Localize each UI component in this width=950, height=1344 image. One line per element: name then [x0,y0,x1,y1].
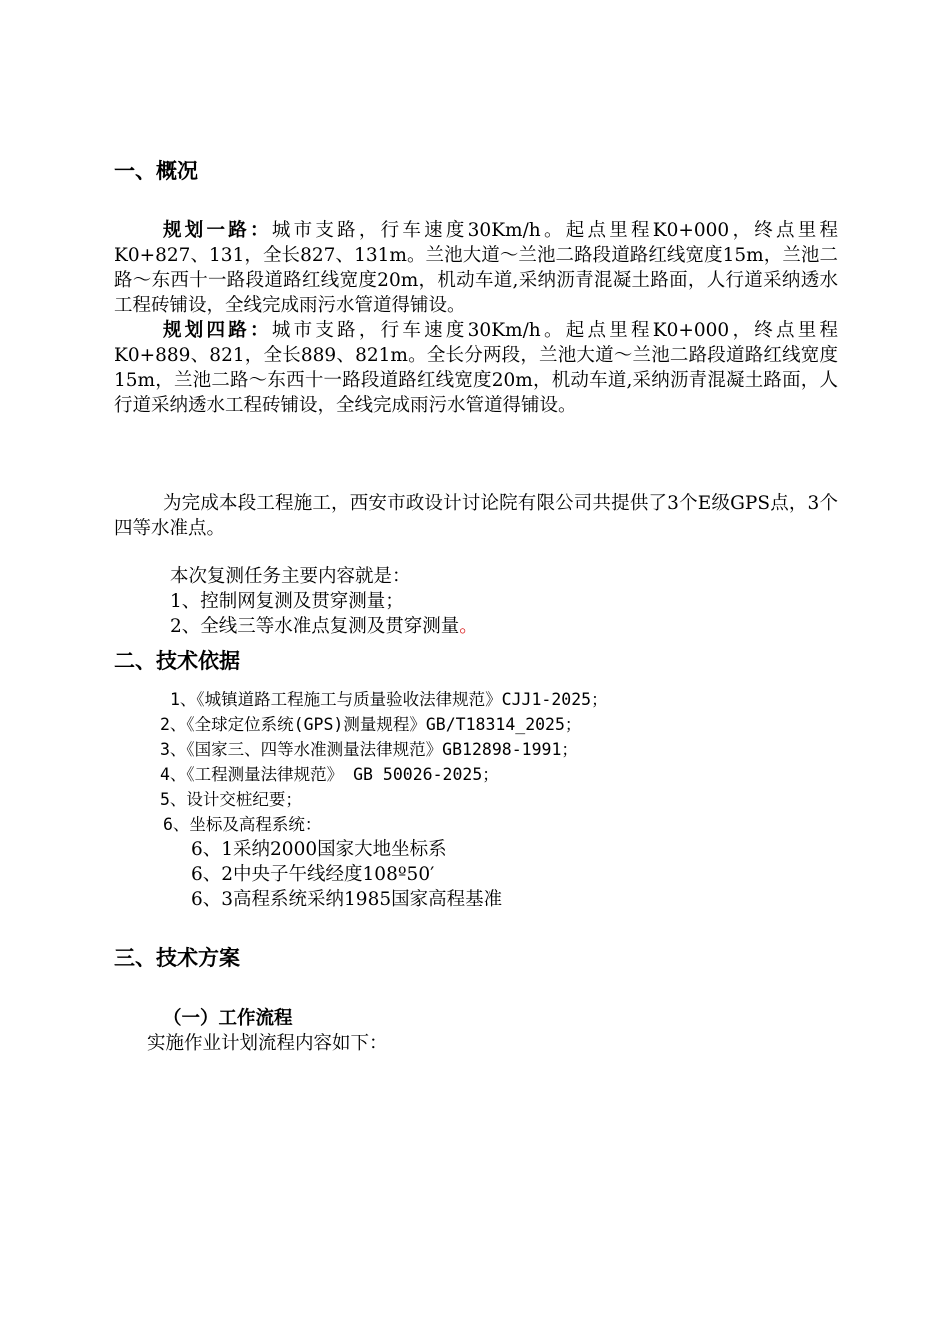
subheading-workflow: （一）工作流程 [163,1008,293,1029]
reference-item-1: 1、《城镇道路工程施工与质量验收法律规范》CJJ1-2025； [170,690,608,709]
reference-item-6: 6、坐标及高程系统： [163,815,322,834]
reference-item-3: 3、《国家三、四等水准测量法律规范》GB12898-1991； [160,740,578,759]
overview-paragraphs [114,218,838,418]
coordinate-subitem-3: 6、3高程系统采纳1985国家高程基准 [191,889,503,910]
reference-item-5: 5、设计交桩纪要； [160,790,302,809]
section-heading-technical-basis: 二、技术依据 [114,649,240,673]
section-heading-technical-plan: 三、技术方案 [114,946,240,970]
paragraph-road-4 [114,318,838,418]
task-item-2-end: 。 [459,616,478,637]
gps-paragraph [114,491,838,541]
task-item-1: 1、控制网复测及贯穿测量； [170,591,404,612]
paragraph-road-1 [114,218,838,318]
task-item-2-text: 2、全线三等水准点复测及贯穿测量 [170,616,460,637]
reference-item-2: 2、《全球定位系统(GPS)测量规程》GB/T18314_2025； [160,715,582,734]
coordinate-subitem-2: 6、2中央子午线经度108º50′ [191,864,435,885]
coordinate-subitem-1: 6、1采纳2000国家大地坐标系 [191,839,447,860]
task-item-2 [170,614,478,639]
road-1-text: 城市支路，行车速度30Km/h。起点里程K0+000，终点里程K0+827、131，全长827、131m。兰池大道～兰池二路段道路红线宽度15m，兰池二路～东西十一路段道路红线宽度20m，机动车道,采纳沥青混凝土路面，人行道采纳透水工程砖铺设，全线完成雨污水管道得铺设。 [114,220,838,316]
road-4-text: 城市支路，行车速度30Km/h。起点里程K0+000，终点里程K0+889、821，全长889、821m。全长分两段，兰池大道～兰池二路段道路红线宽度15m，兰池二路～东西十一路段道路红线宽度20m，机动车道,采纳沥青混凝土路面，人行道采纳透水工程砖铺设，全线完成雨污水管道得铺设。 [114,320,838,416]
workflow-intro: 实施作业计划流程内容如下： [147,1033,388,1054]
reference-item-4: 4、《工程测量法律规范》 GB 50026-2025； [160,765,499,784]
paragraph-gps: 为完成本段工程施工，西安市政设计讨论院有限公司共提供了3个E级GPS点，3个四等水准点。 [114,493,838,539]
tasks-intro: 本次复测任务主要内容就是： [170,566,411,587]
road-1-label: 规划一路： [163,220,272,241]
road-4-label: 规划四路： [163,320,272,341]
section-heading-overview: 一、概况 [114,159,198,183]
